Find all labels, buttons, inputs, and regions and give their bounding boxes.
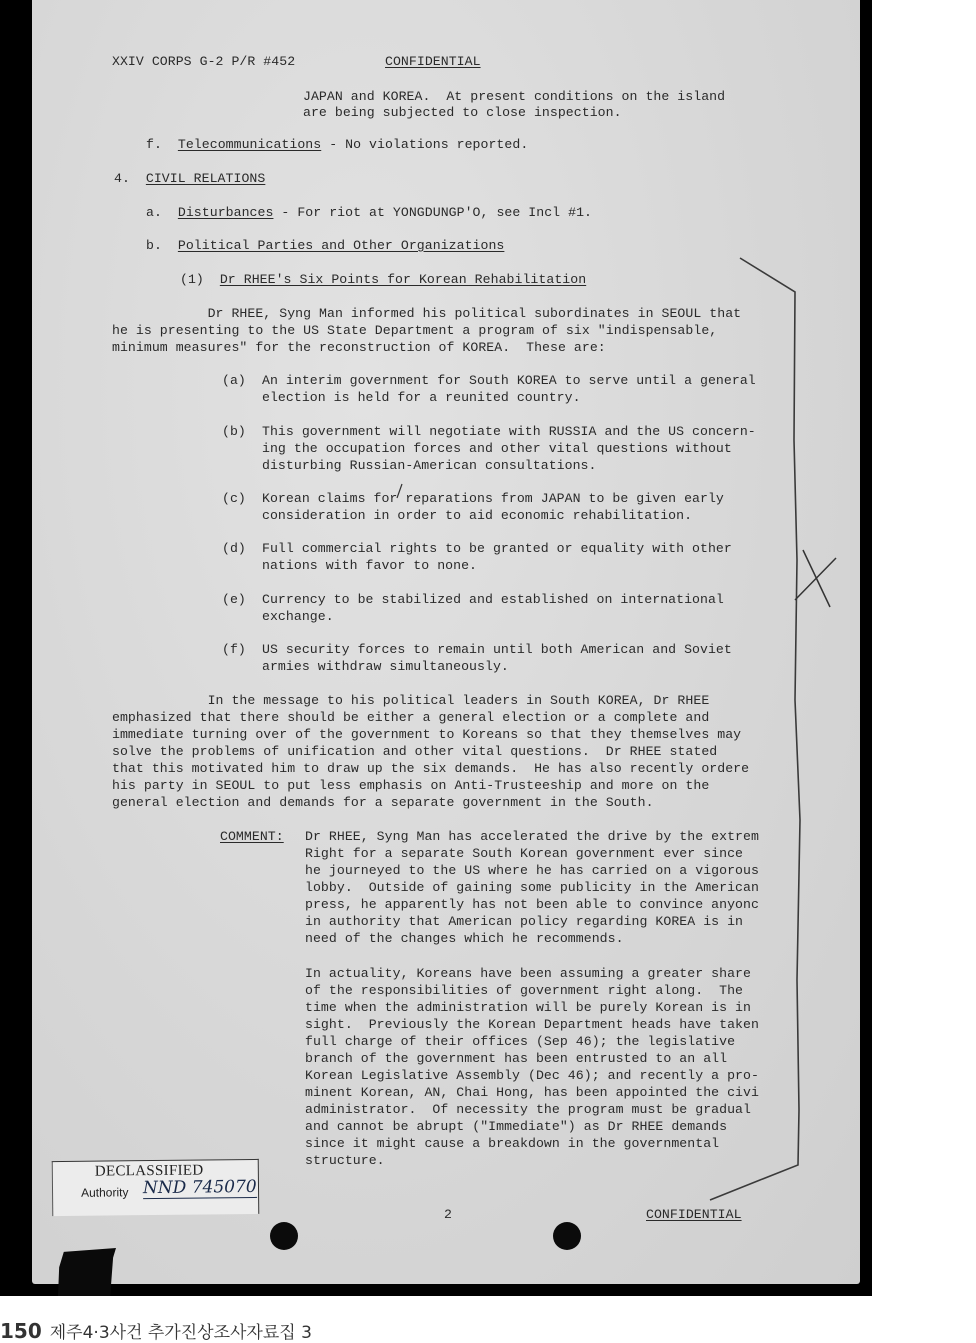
document-header-id: XXIV CORPS G-2 P/R #452 [112, 54, 296, 69]
comment-line: lobby. Outside of gaining some publicity in the American [305, 880, 759, 895]
point-line: Currency to be stabilized and established on international [262, 592, 724, 607]
stamp-authority-label: Authority [80, 1185, 129, 1200]
stamp-title: DECLASSIFIED [94, 1162, 204, 1180]
paragraph-line: In the message to his political leaders in South KOREA, Dr RHEE [112, 693, 710, 708]
comment-line: need of the changes which he recommends. [305, 931, 624, 946]
comment-line: Right for a separate South Korean government ever since [305, 846, 744, 861]
book-page-caption [0, 1318, 312, 1343]
paragraph-line: that this motivated him to draw up the six demands. He has also recently ordere [112, 761, 750, 776]
comment-line: In actuality, Koreans have been assuming a greater share [305, 966, 751, 981]
point-line: disturbing Russian-American consultations. [262, 458, 597, 473]
paragraph-line: minimum measures" for the reconstruction of KOREA. These are: [112, 340, 606, 355]
comment-line: Dr RHEE, Syng Man has accelerated the drive by the extrem [305, 829, 759, 844]
item-label: b. [146, 238, 162, 253]
classification-header: CONFIDENTIAL [385, 54, 481, 69]
point-label: (a) [222, 373, 246, 388]
paragraph-line: he is presenting to the US State Department a program of six "indispensable, [112, 323, 718, 338]
book-page-number: 150 [0, 1319, 42, 1343]
comment-line: time when the administration will be purely Korean is in [305, 1000, 751, 1015]
paragraph-line: emphasized that there should be either a general election or a complete and [112, 710, 710, 725]
item-title: Political Parties and Other Organizations [177, 238, 505, 253]
item-text: - No violations reported. [321, 137, 529, 152]
point-label: (f) [222, 642, 246, 657]
item-label: f. [146, 137, 162, 152]
point-line: Korean claims for reparations from JAPAN to be given early [262, 491, 724, 506]
point-line: An interim government for South KOREA to serve until a general [262, 373, 756, 388]
item-title: Disturbances [177, 205, 274, 220]
point-line: election is held for a reunited country. [262, 390, 581, 405]
comment-line: structure. [305, 1153, 385, 1168]
paragraph-line: general election and demands for a separate government in the South. [112, 795, 654, 810]
comment-line: and cannot be abrupt ("Immediate") as Dr RHEE demands [305, 1119, 728, 1134]
comment-line: full charge of their offices (Sep 46); the legislative [305, 1034, 736, 1049]
comment-line: in authority that American policy regarding KOREA is in [305, 914, 744, 929]
point-line: armies withdraw simultaneously. [262, 659, 509, 674]
item-text: - For riot at YONGDUNGP'O, see Incl #1. [273, 205, 593, 220]
point-line: This government will negotiate with RUSSIA and the US concern- [262, 424, 756, 439]
point-label: (b) [222, 424, 246, 439]
classification-footer: CONFIDENTIAL [646, 1207, 742, 1222]
point-line: US security forces to remain until both American and Soviet [262, 642, 732, 657]
comment-label: COMMENT: [220, 829, 284, 844]
subitem-label: (1) [180, 272, 204, 287]
comment-line: he journeyed to the US where he has carried on a vigorous [305, 863, 759, 878]
comment-line: press, he apparently has not been able to convince anyonc [305, 897, 759, 912]
point-line: exchange. [262, 609, 334, 624]
point-line: ing the occupation forces and other vital questions without [262, 441, 732, 456]
item-title: Telecommunications [177, 137, 322, 152]
continued-line: JAPAN and KOREA. At present conditions on the island [303, 89, 726, 104]
point-label: (e) [222, 592, 246, 607]
paragraph-line: immediate turning over of the government to Koreans so that they themselves may [112, 727, 742, 742]
paragraph-line: Dr RHEE, Syng Man informed his political subordinates in SEOUL that [112, 306, 742, 321]
comment-line: sight. Previously the Korean Department heads have taken [305, 1017, 759, 1032]
point-line: consideration in order to aid economic rehabilitation. [262, 508, 693, 523]
point-label: (c) [222, 491, 246, 506]
stamp-authority-value: NND 745070 [142, 1176, 257, 1199]
document-page-number: 2 [444, 1207, 452, 1222]
point-label: (d) [222, 541, 246, 556]
paragraph-line: his party in SEOUL to put less emphasis on Anti-Trusteeship and more on the [112, 778, 710, 793]
subitem-title: Dr RHEE's Six Points for Korean Rehabilitation [219, 272, 587, 287]
book-title: 제주4·3사건 추가진상조사자료집 3 [49, 1323, 312, 1343]
comment-line: branch of the government has been entrusted to an all [305, 1051, 728, 1066]
section-title: CIVIL RELATIONS [145, 171, 266, 186]
point-line: Full commercial rights to be granted or equality with other [262, 541, 732, 556]
comment-line: since it might cause a breakdown in the governmental [305, 1136, 720, 1151]
item-label: a. [146, 205, 162, 220]
comment-line: minent Korean, AN, Chai Hong, has been appointed the civi [305, 1085, 759, 1100]
point-line: nations with favor to none. [262, 558, 478, 573]
comment-line: of the responsibilities of government right along. The [305, 983, 744, 998]
comment-line: Korean Legislative Assembly (Dec 46); and recently a pro- [305, 1068, 759, 1083]
comment-line: administrator. Of necessity the program must be gradual [305, 1102, 751, 1117]
paragraph-line: solve the problems of unification and other vital questions. Dr RHEE stated [112, 744, 718, 759]
continued-line: are being subjected to close inspection. [303, 105, 622, 120]
section-number: 4. [114, 171, 130, 186]
